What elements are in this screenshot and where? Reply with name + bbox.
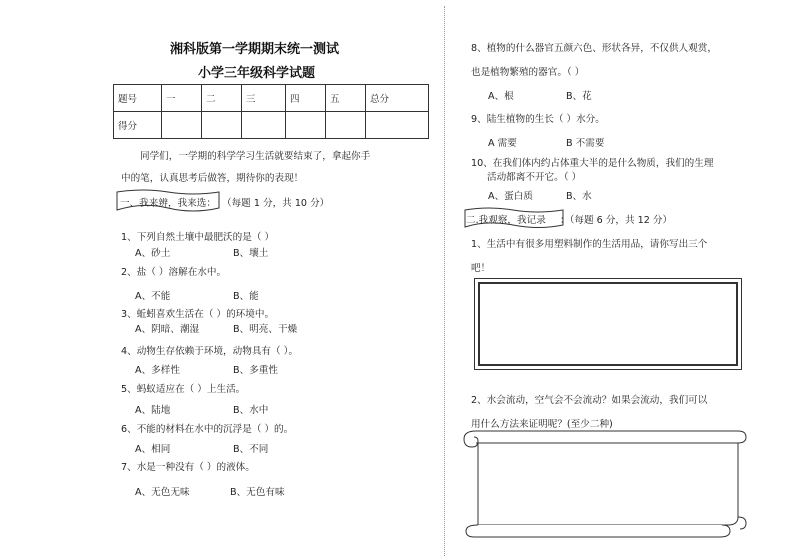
section1-label: 一、我来辨，我来选： — [120, 198, 216, 209]
question-9: 9、陆生植物的生长（ ）水分。 — [471, 114, 605, 125]
score-input-cell[interactable] — [242, 112, 286, 139]
observation-q2-line-2: 用什么方法来证明呢？(至少二种) — [471, 419, 613, 430]
score-input-cell[interactable] — [202, 112, 242, 139]
question-7-option-b[interactable]: B、无色有味 — [230, 487, 285, 498]
score-input-cell[interactable] — [162, 112, 202, 139]
question-2-option-a[interactable]: A、不能 — [135, 291, 171, 302]
answer-box-1-inner-frame — [478, 282, 738, 366]
question-10-line-2: 活动都离不开它。（ ） — [487, 172, 582, 183]
score-input-cell[interactable] — [326, 112, 366, 139]
question-8-line-2: 也是植物繁殖的器官。（ ） — [471, 67, 585, 78]
question-7-option-a[interactable]: A、无色无味 — [135, 487, 190, 498]
answer-scroll-2[interactable] — [458, 421, 750, 539]
question-5: 5、蚂蚁适应在（ ）上生活。 — [121, 384, 246, 395]
observation-q1-line-2: 吧！ — [471, 263, 491, 274]
question-8-option-a[interactable]: A、根 — [488, 91, 514, 102]
exam-subtitle: 小学三年级科学试题 — [198, 66, 316, 81]
column-divider — [444, 6, 445, 556]
score-table-cell: 得分 — [114, 112, 162, 139]
score-table-cell: 总分 — [366, 85, 429, 112]
question-6: 6、不能的材料在水中的沉浮是（ ）的。 — [121, 424, 294, 435]
observation-q1-line-1: 1、生活中有很多用塑料制作的生活用品，请你写出三个 — [471, 239, 708, 250]
question-10-line-1: 10、在我们体内约占体重大半的是什么物质，我们的生理 — [471, 158, 714, 169]
score-table-header-row — [114, 85, 429, 112]
question-7: 7、水是一种没有（ ）的液体。 — [121, 462, 255, 473]
question-9-option-a[interactable]: A 需要 — [488, 138, 517, 149]
section1-note: （每题 1 分，共 10 分） — [222, 198, 330, 209]
score-table-score-row — [114, 112, 429, 139]
observation-q2-line-1: 2、水会流动，空气会不会流动？如果会流动，我们可以 — [471, 395, 708, 406]
question-2-option-b[interactable]: B、能 — [233, 291, 259, 302]
score-table-cell: 三 — [242, 85, 286, 112]
question-10-option-a[interactable]: A、蛋白质 — [488, 191, 533, 202]
question-5-option-b[interactable]: B、水中 — [233, 405, 269, 416]
question-8-line-1: 8、植物的什么器官五颜六色、形状各异，不仅供人观赏， — [471, 43, 717, 54]
question-1-option-b[interactable]: B、壤土 — [233, 248, 269, 259]
intro-line-2: 中的笔，认真思考后做答，期待你的表现！ — [121, 173, 304, 184]
score-input-cell[interactable] — [286, 112, 326, 139]
answer-box-1[interactable] — [474, 278, 742, 370]
question-9-option-b[interactable]: B 不需要 — [566, 138, 605, 149]
question-4: 4、动物生存依赖于环境，动物具有（ ）。 — [121, 346, 299, 357]
question-10-option-b[interactable]: B、水 — [566, 191, 592, 202]
score-table-cell: 五 — [326, 85, 366, 112]
score-table-cell: 题号 — [114, 85, 162, 112]
question-1-option-a[interactable]: A、砂土 — [135, 248, 171, 259]
question-3-option-a[interactable]: A、阴暗、潮湿 — [135, 324, 200, 335]
section2-note: ：（每题 6 分，共 12 分） — [560, 215, 673, 226]
question-6-option-b[interactable]: B、不同 — [233, 444, 269, 455]
question-1: 1、下列自然土壤中最肥沃的是（ ） — [121, 232, 275, 243]
question-3: 3、蚯蚓喜欢生活在（ ）的环境中。 — [121, 309, 275, 320]
score-input-cell[interactable] — [366, 112, 429, 139]
intro-line-1: 同学们，一学期的科学学习生活就要结束了，拿起你手 — [140, 151, 371, 162]
question-3-option-b[interactable]: B、明亮、干燥 — [233, 324, 298, 335]
section2-label: 二.我观察，我记录 — [466, 215, 546, 226]
score-table — [113, 84, 429, 139]
score-table-cell: 二 — [202, 85, 242, 112]
question-4-option-a[interactable]: A、多样性 — [135, 365, 180, 376]
score-table-cell: 一 — [162, 85, 202, 112]
question-2: 2、盐（ ）溶解在水中。 — [121, 267, 227, 278]
question-4-option-b[interactable]: B、多重性 — [233, 365, 278, 376]
question-5-option-a[interactable]: A、陆地 — [135, 405, 171, 416]
exam-title: 湘科版第一学期期末统一测试 — [170, 42, 340, 57]
score-table-cell: 四 — [286, 85, 326, 112]
question-8-option-b[interactable]: B、花 — [566, 91, 592, 102]
question-6-option-a[interactable]: A、相同 — [135, 444, 171, 455]
